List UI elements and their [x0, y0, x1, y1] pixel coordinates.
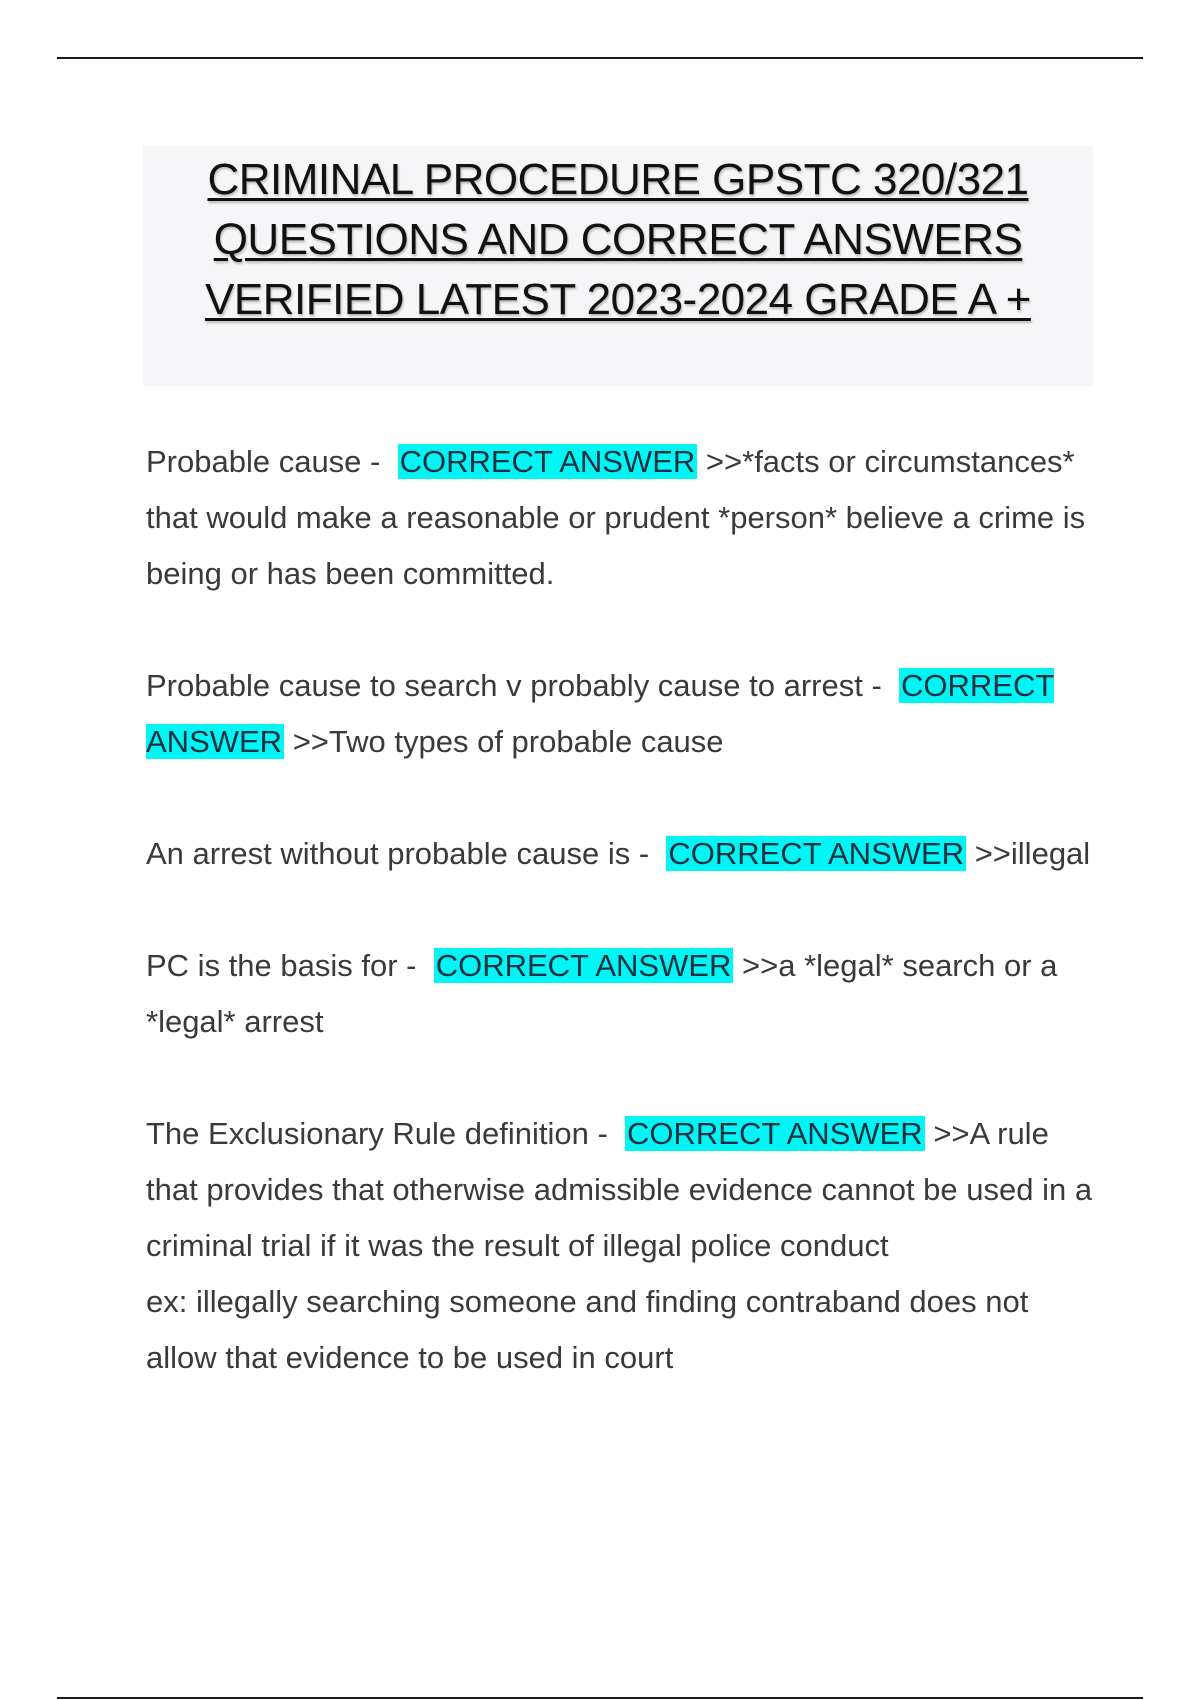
- document-title-line-2: QUESTIONS AND CORRECT ANSWERS: [213, 215, 1023, 264]
- correct-answer-tag: CORRECT ANSWER: [627, 1116, 923, 1151]
- question-text: An arrest without probable cause is -: [146, 836, 650, 871]
- qa-item: [146, 938, 1096, 1050]
- answer-text: >>Two types of probable cause: [292, 724, 724, 759]
- document-title-line-3: VERIFIED LATEST 2023-2024 GRADE A +: [205, 275, 1031, 324]
- question-text: Probable cause -: [146, 444, 381, 479]
- answer-text: >>A rule that provides that otherwise admissible evidence cannot be used in a criminal trial if it was the result of illegal police conduct: [146, 1116, 1093, 1263]
- document-title-line-1: CRIMINAL PROCEDURE GPSTC 320/321: [207, 155, 1029, 204]
- answer-text: >>*facts or circumstances* that would make a reasonable or prudent *person* believe a crime is being or has been committed.: [146, 444, 1086, 591]
- top-divider: [57, 57, 1143, 59]
- qa-list: [146, 434, 1096, 1442]
- qa-item: [146, 1106, 1096, 1386]
- correct-answer-tag: CORRECT ANSWER: [399, 444, 696, 479]
- qa-item: [146, 658, 1096, 770]
- document-title-block: [143, 146, 1093, 386]
- qa-item: [146, 826, 1096, 882]
- qa-item: [146, 434, 1096, 602]
- correct-answer-tag: CORRECT ANSWER: [146, 668, 1055, 759]
- question-text: Probable cause to search v probably cause to arrest -: [146, 668, 882, 703]
- question-text: The Exclusionary Rule definition -: [146, 1116, 608, 1151]
- question-text: PC is the basis for -: [146, 948, 417, 983]
- bottom-divider: [57, 1697, 1143, 1699]
- correct-answer-tag: CORRECT ANSWER: [668, 836, 965, 871]
- answer-text: >>a *legal* search or a *legal* arrest: [146, 948, 1058, 1039]
- correct-answer-tag: CORRECT ANSWER: [435, 948, 732, 983]
- answer-example-text: ex: illegally searching someone and finding contraband does not allow that evidence to be used in court: [146, 1284, 1029, 1375]
- answer-text: >>illegal: [974, 836, 1091, 871]
